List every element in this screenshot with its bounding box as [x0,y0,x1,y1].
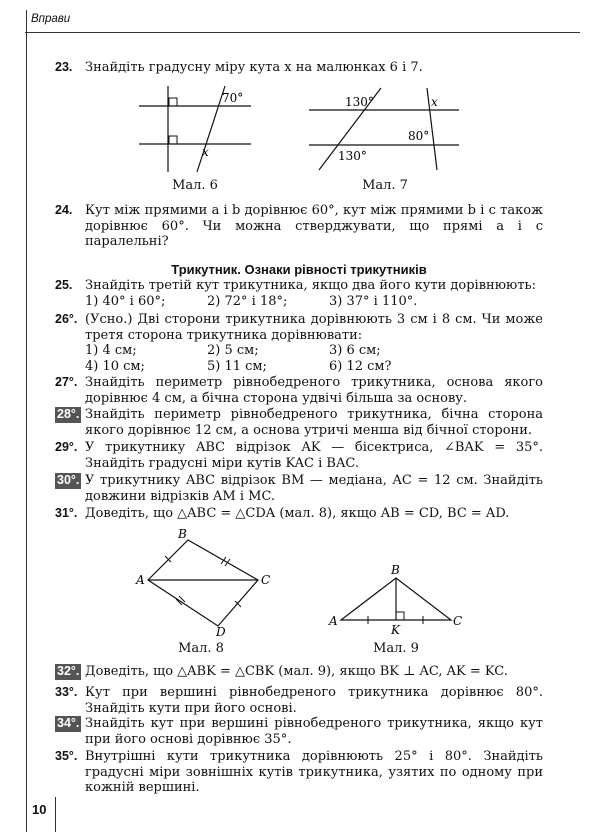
exercise-number: 32°. [57,664,80,678]
options-row [85,294,543,310]
exercise-text: (Усно.) Дві сторони трикутника дорівнюють 3 см і 8 см. Чи може третя сторона трикутника дорівнювати: [85,312,543,343]
fig9-point-c: C [453,614,463,628]
fig8-point-b: B [178,527,187,541]
options-row [85,343,543,359]
exercise-number: 26°. [55,312,78,326]
exercise-26 [55,312,543,374]
fig7-label-bottom: 130° [338,149,367,163]
exercise-31 [55,506,543,522]
fig8-point-a: A [136,573,145,587]
option: 3) 6 см; [329,343,381,358]
page-number-divider [55,797,56,832]
exercise-text: Знайдіть периметр рівнобедреного трикутника, основа якого дорівнює 4 см, а бічна сторона удвічі більша за основу. [85,375,543,406]
fig8-tick-ab [165,556,171,562]
figure-9 [325,562,465,638]
fig8-tick-bc1 [221,557,226,564]
exercise-24 [55,203,543,250]
fig7-caption: Мал. 7 [362,178,408,193]
fig6-var-label: x [202,145,209,159]
figure-7 [305,82,465,174]
fig9-point-a: A [329,614,338,628]
exercise-35 [55,749,543,796]
exercise-29 [55,440,543,471]
fig8-point-c: C [261,573,271,587]
option: 2) 72° і 18°; [207,293,288,309]
fig9-caption: Мал. 9 [373,641,419,656]
header-title: Вправи [31,13,71,25]
fig7-var-label: x [431,95,438,109]
option: 6) 12 см? [329,358,392,374]
fig8-quad [148,540,258,626]
option: 4) 10 см; [85,358,145,374]
fig9-right-angle [396,612,404,620]
section-title: Трикутник. Ознаки рівності трикутників [171,262,427,277]
exercise-number: 30°. [57,473,80,487]
exercise-number: 29°. [55,440,78,454]
exercise-text: Знайдіть кут при вершині рівнобедреного трикутника, якщо кут при його основі дорівнює 35°. [85,716,543,747]
figure-6 [135,82,255,174]
exercise-30 [55,473,543,504]
exercise-text: Знайдіть градусну міру кута x на малюнках 6 і 7. [85,60,423,75]
exercise-28 [55,407,543,438]
fig6-angle-label: 70° [222,91,244,105]
exercise-32 [55,664,543,680]
option: 3) 37° і 110°. [329,293,418,309]
exercise-23 [55,60,543,76]
fig8-point-d: D [216,625,226,636]
exercise-text: Доведіть, що △ABC = △CDA (мал. 8), якщо AB = CD, BC = AD. [85,506,510,521]
fig7-label-right: 80° [408,129,430,143]
exercise-text: У трикутнику ABC відрізок AK — бісектриса, ∠BAK = 35°. Знайдіть градусні міри кутів KAC і BAC. [85,440,543,471]
exercise-number: 24. [55,203,73,217]
option: 1) 40° і 60°; [85,293,166,309]
exercise-number: 31°. [55,506,78,520]
exercise-number: 33°. [55,685,78,699]
exercise-number: 34°. [57,716,80,730]
fig6-caption: Мал. 6 [172,178,218,193]
exercise-34 [55,716,543,747]
option: 1) 4 см; [85,343,137,358]
exercise-number: 28°. [57,407,80,421]
fig9-point-k: K [391,623,400,637]
page-header [25,10,580,33]
exercise-27 [55,375,543,406]
exercise-33 [55,685,543,716]
exercise-number: 23. [55,60,73,74]
option: 5) 11 см; [207,358,267,374]
exercise-text: Доведіть, що △ABK = △CBK (мал. 9), якщо BK ⊥ AC, AK = KC. [85,664,508,679]
figure-8 [128,526,278,636]
margin-line [26,10,27,832]
exercise-text: Кут між прямими a і b дорівнює 60°, кут між прямими b і c також дорівнює 60°. Чи можна стверджувати, що прямі a і c паралельні? [85,203,543,249]
exercise-text: Внутрішні кути трикутника дорівнюють 25° і 80°. Знайдіть градусні міри зовнішніх кутів трикутника, узятих по одному при кожній вершині. [85,749,543,795]
fig9-point-b: B [391,563,400,577]
option: 2) 5 см; [207,343,259,358]
fig8-tick-bc2 [225,559,230,566]
exercise-text: У трикутнику ABC відрізок BM — медіана, AC = 12 см. Знайдіть довжини відрізків AM і MC. [85,473,543,504]
fig6-right-angle-bottom [169,136,177,144]
exercise-number: 25. [55,278,73,292]
exercise-text: Кут при вершині рівнобедреного трикутника дорівнює 80°. Знайдіть кути при його основі. [85,685,543,716]
exercise-text: Знайдіть третій кут трикутника, якщо два його кути дорівнюють: [85,278,536,293]
fig8-caption: Мал. 8 [178,641,224,656]
options-row [85,359,543,375]
exercise-text: Знайдіть периметр рівнобедреного трикутника, бічна сторона якого дорівнює 12 см, а основа утричі менша від бічної сторони. [85,407,543,438]
exercise-number: 35°. [55,749,78,763]
page-number: 10 [32,802,47,817]
fig6-line-transversal [197,86,225,172]
fig6-right-angle-top [169,98,177,106]
fig7-label-top: 130° [345,95,374,109]
exercise-25 [55,278,543,309]
exercise-number: 27°. [55,375,78,389]
